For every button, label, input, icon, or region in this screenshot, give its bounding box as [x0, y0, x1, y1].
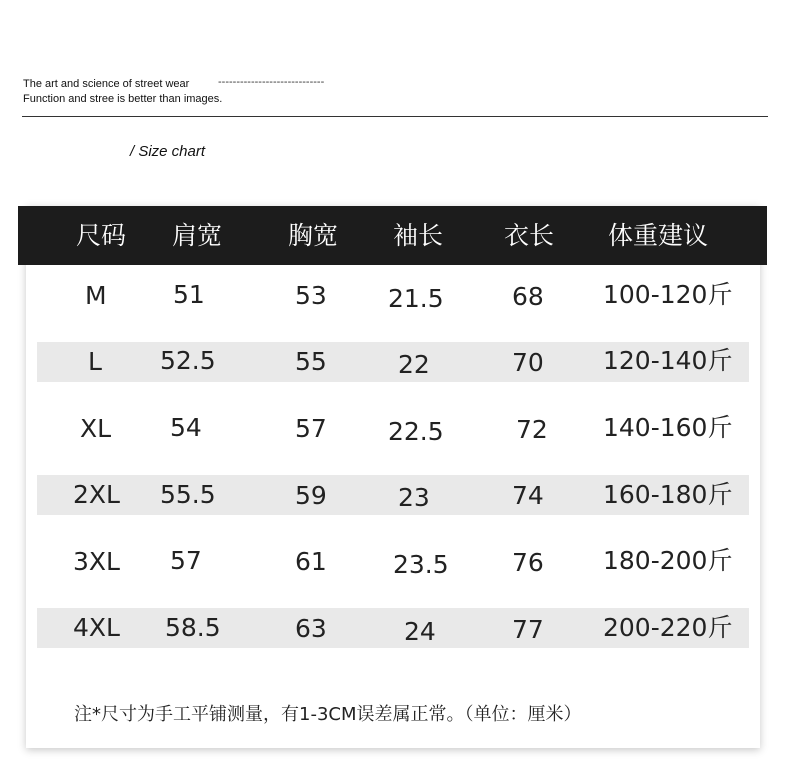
measurement-note: 注*尺寸为手工平铺测量，有1-3CM误差属正常。（单位：厘米）	[74, 704, 582, 725]
cell-size: 3XL	[73, 547, 120, 576]
cell-length: 68	[512, 282, 544, 311]
cell-shoulder: 58.5	[165, 613, 221, 642]
header-divider	[22, 116, 768, 117]
cell-weight: 200-220斤	[603, 613, 733, 642]
cell-shoulder: 54	[170, 413, 202, 442]
cell-chest: 57	[295, 414, 327, 443]
header-cell-weight: 体重建议	[608, 221, 709, 250]
cell-sleeve: 22.5	[388, 417, 444, 446]
size-chart-subtitle: / Size chart	[130, 143, 206, 160]
cell-weight: 100-120斤	[603, 280, 733, 309]
cell-shoulder: 51	[173, 280, 205, 309]
header-cell-size: 尺码	[76, 221, 127, 250]
cell-sleeve: 23.5	[393, 550, 449, 579]
cell-weight: 140-160斤	[603, 413, 733, 442]
table-header-row	[18, 206, 767, 265]
cell-sleeve: 23	[398, 483, 430, 512]
cell-sleeve: 21.5	[388, 284, 444, 313]
cell-chest: 63	[295, 614, 327, 643]
header-cell-chest: 胸宽	[288, 221, 339, 250]
cell-size: 2XL	[73, 480, 120, 509]
cell-sleeve: 22	[398, 350, 430, 379]
tagline-line-2: Function and stree is better than images.	[23, 93, 223, 105]
cell-length: 72	[516, 415, 548, 444]
cell-length: 77	[512, 615, 544, 644]
header-cell-sleeve: 袖长	[393, 221, 444, 250]
cell-weight: 120-140斤	[603, 346, 733, 375]
cell-size: L	[88, 347, 102, 376]
cell-chest: 53	[295, 281, 327, 310]
cell-shoulder: 57	[170, 546, 202, 575]
cell-size: M	[85, 281, 107, 310]
cell-shoulder: 55.5	[160, 480, 216, 509]
cell-chest: 55	[295, 347, 327, 376]
tagline-line-1: The art and science of street wear	[23, 78, 190, 90]
cell-size: 4XL	[73, 613, 120, 642]
cell-length: 70	[512, 348, 544, 377]
cell-length: 74	[512, 481, 544, 510]
cell-weight: 180-200斤	[603, 546, 733, 575]
cell-chest: 59	[295, 481, 327, 510]
header-cell-length: 衣长	[504, 221, 555, 250]
cell-chest: 61	[295, 547, 327, 576]
cell-weight: 160-180斤	[603, 480, 733, 509]
tagline-dashes: -----------------------------	[218, 76, 325, 88]
header-cell-shoulder: 肩宽	[172, 221, 223, 250]
cell-shoulder: 52.5	[160, 346, 216, 375]
cell-sleeve: 24	[404, 617, 436, 646]
cell-length: 76	[512, 548, 544, 577]
cell-size: XL	[80, 414, 112, 443]
